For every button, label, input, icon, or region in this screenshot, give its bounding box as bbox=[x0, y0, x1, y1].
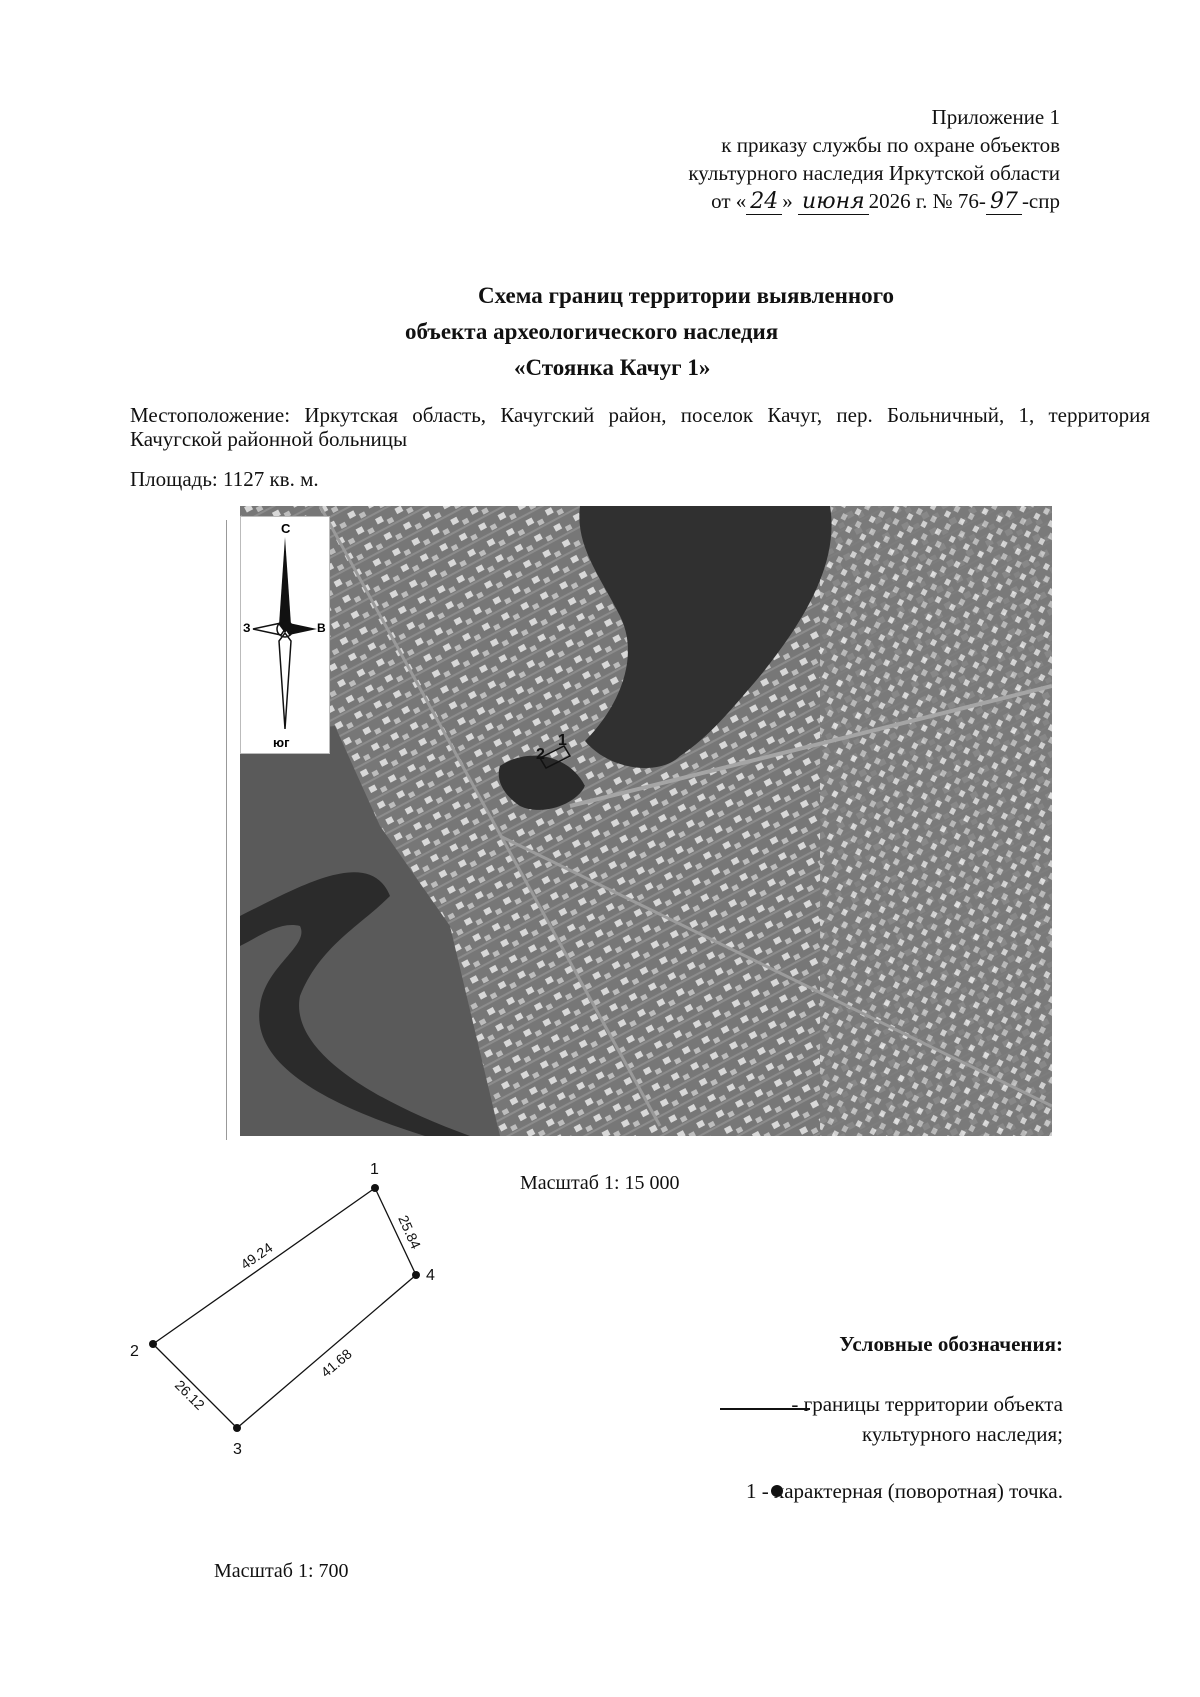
doc-number: 97 bbox=[986, 189, 1022, 215]
annex-block bbox=[688, 103, 1060, 216]
annex-line-3: культурного наследия Иркутской области bbox=[688, 161, 1060, 185]
compass-rose bbox=[240, 516, 330, 754]
segment-1-4-length: 25.84 bbox=[395, 1212, 425, 1252]
legend-boundary-desc bbox=[791, 1389, 1063, 1449]
annex-line-1: Приложение 1 bbox=[931, 105, 1060, 129]
boundary-plan bbox=[120, 1160, 460, 1540]
point-2-marker bbox=[149, 1340, 157, 1348]
legend-boundary-line-2: культурного наследия; bbox=[861, 1422, 1063, 1446]
compass-icon bbox=[241, 517, 329, 753]
compass-east: В bbox=[317, 621, 326, 635]
map-point-2-label: 2 bbox=[536, 746, 545, 763]
point-1-label: 1 bbox=[370, 1161, 379, 1178]
date-year: 2026 г. № 76- bbox=[868, 189, 986, 213]
segment-4-3 bbox=[237, 1275, 416, 1428]
location-text: Местоположение: Иркутская область, Качугский район, поселок Качуг, пер. Больничный, 1, территория Качугской районной больницы bbox=[130, 403, 1150, 451]
map-image bbox=[240, 506, 1052, 1136]
segment-2-3 bbox=[153, 1344, 237, 1428]
margin-divider bbox=[226, 520, 227, 1140]
point-1-marker bbox=[371, 1184, 379, 1192]
satellite-map bbox=[240, 506, 1052, 1136]
segment-1-2 bbox=[153, 1188, 375, 1344]
title-line-2: объекта археологического наследия bbox=[405, 319, 779, 344]
title-line-3: «Стоянка Качуг 1» bbox=[514, 355, 711, 380]
date-mid: » bbox=[782, 189, 793, 213]
point-4-marker bbox=[412, 1271, 420, 1279]
segment-2-3-length: 26.12 bbox=[171, 1376, 208, 1413]
compass-south: юг bbox=[273, 735, 290, 750]
map-point-1-label: 1 bbox=[558, 732, 567, 749]
segment-1-2-length: 49.24 bbox=[237, 1239, 276, 1273]
map-scale: Масштаб 1: 15 000 bbox=[520, 1172, 680, 1194]
annex-date-line bbox=[688, 187, 1060, 216]
date-month: июня bbox=[798, 189, 869, 215]
point-3-label: 3 bbox=[233, 1441, 242, 1458]
doc-suffix: -спр bbox=[1021, 189, 1060, 213]
area-text: Площадь: 1127 кв. м. bbox=[130, 467, 319, 491]
annex-line-2: к приказу службы по охране объектов bbox=[721, 133, 1060, 157]
compass-north: С bbox=[281, 521, 291, 536]
legend-title: Условные обозначения: bbox=[839, 1332, 1063, 1356]
plan-scale: Масштаб 1: 700 bbox=[214, 1560, 349, 1582]
legend-boundary-line-1: - границы территории объекта bbox=[791, 1392, 1063, 1416]
date-prefix: от « bbox=[711, 189, 747, 213]
legend-point-desc: 1 - характерная (поворотная) точка. bbox=[746, 1479, 1063, 1503]
title-line-1: Схема границ территории выявленного bbox=[478, 283, 895, 308]
point-4-label: 4 bbox=[426, 1267, 435, 1284]
point-3-marker bbox=[233, 1424, 241, 1432]
point-2-label: 2 bbox=[130, 1343, 139, 1360]
date-day: 24 bbox=[746, 189, 782, 215]
compass-west: З bbox=[243, 621, 251, 635]
segment-4-3-length: 41.68 bbox=[317, 1345, 355, 1381]
